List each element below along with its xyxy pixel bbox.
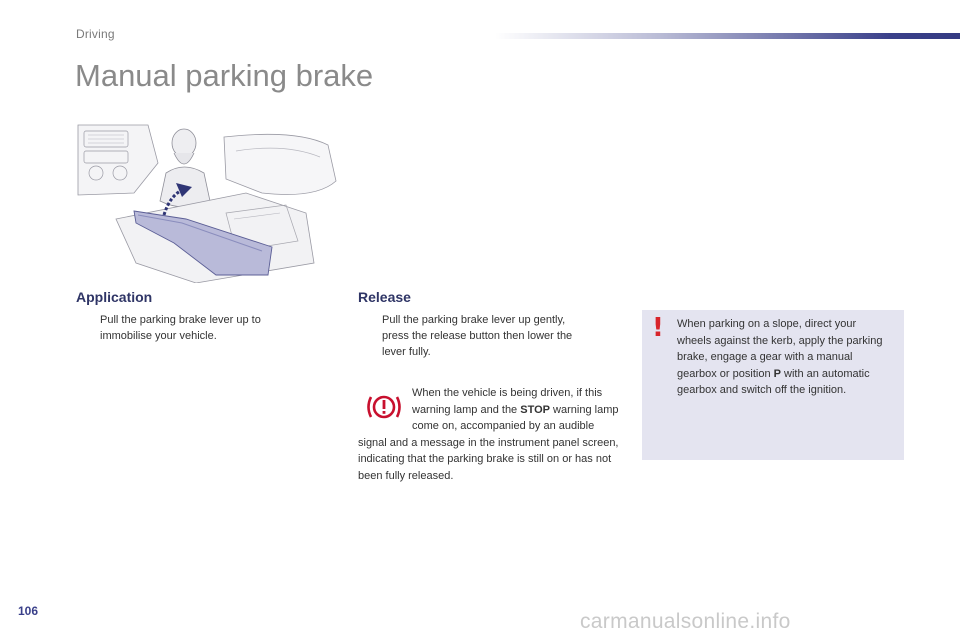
- info-box: [642, 310, 904, 460]
- watermark: carmanualsonline.info: [580, 610, 791, 633]
- exclamation-icon: !: [652, 313, 664, 343]
- brake-warning-lamp-icon: [364, 391, 404, 423]
- release-step: [358, 312, 620, 362]
- info-text: [677, 316, 892, 399]
- page-number: 106: [18, 604, 39, 618]
- application-step-line: Pull the parking brake lever up to: [100, 314, 261, 326]
- release-step-line: Pull the parking brake lever up gently,: [382, 314, 566, 326]
- release-step-line: lever fully.: [382, 346, 431, 358]
- info-text-part: with an automatic gearbox and switch off the ignition.: [677, 367, 870, 396]
- info-text-bold: P: [773, 367, 781, 380]
- warning-text-bold: STOP: [520, 403, 550, 416]
- release-warning: [358, 385, 620, 484]
- application-step-text: [100, 312, 261, 344]
- application-step: [76, 312, 326, 346]
- page-title: Manual parking brake: [75, 58, 374, 93]
- warning-text: warning lamp come on, accompanied by an audible signal and a message in the instrument panel screen, indicating that the parking brake is still on or has not been fully released.: [358, 403, 619, 482]
- release-step-text: [382, 312, 572, 360]
- parking-brake-illustration: [76, 123, 337, 283]
- release-heading: Release: [358, 289, 411, 305]
- application-heading: Application: [76, 289, 153, 305]
- info-text-part: When parking on a slope, direct your wheels against the kerb, apply the parking brake, engage a gear with a manual gearbox or position: [677, 318, 883, 380]
- release-step-line: press the release button then lower the: [382, 330, 573, 342]
- application-step-line: immobilise your vehicle.: [100, 330, 217, 342]
- header-accent-bar: [495, 33, 960, 39]
- warning-icon-wrap: [358, 387, 408, 425]
- section-label: Driving: [76, 27, 115, 41]
- warning-text: When the vehicle is being driven, if this warning lamp and the: [412, 387, 603, 416]
